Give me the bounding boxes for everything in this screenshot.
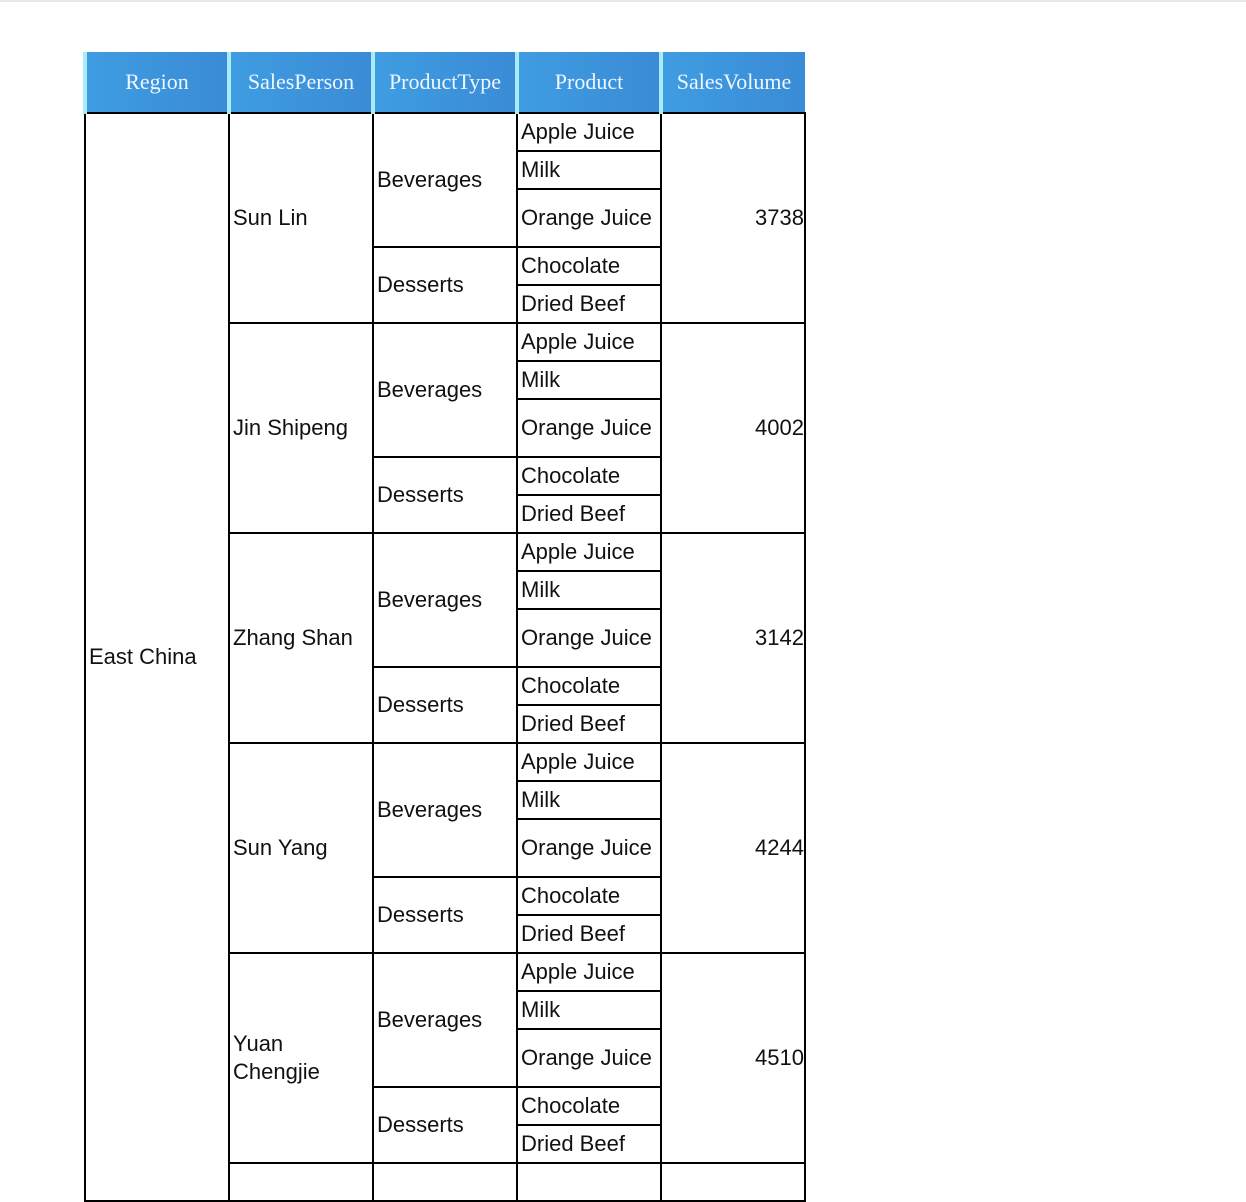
product-type-cell: Desserts xyxy=(373,247,517,323)
header-sales-volume[interactable]: SalesVolume xyxy=(661,52,805,113)
product-cell: Orange Juice xyxy=(517,1029,661,1087)
sales-volume-cell xyxy=(661,1163,805,1201)
product-cell: Dried Beef xyxy=(517,285,661,323)
product-type-cell: Beverages xyxy=(373,533,517,667)
header-product-type[interactable]: ProductType xyxy=(373,52,517,113)
salesperson-cell: Yuan Chengjie xyxy=(229,953,373,1163)
product-cell: Dried Beef xyxy=(517,915,661,953)
product-cell: Milk xyxy=(517,151,661,189)
sales-volume-cell: 4002 xyxy=(661,323,805,533)
sales-volume-cell: 4510 xyxy=(661,953,805,1163)
product-cell: Apple Juice xyxy=(517,113,661,151)
top-divider xyxy=(0,0,1246,2)
product-cell: Milk xyxy=(517,571,661,609)
salesperson-cell: Sun Yang xyxy=(229,743,373,953)
product-cell: Orange Juice xyxy=(517,399,661,457)
product-cell: Milk xyxy=(517,781,661,819)
product-cell: Chocolate xyxy=(517,877,661,915)
product-cell: Milk xyxy=(517,361,661,399)
product-type-cell: Beverages xyxy=(373,743,517,877)
product-cell: Apple Juice xyxy=(517,953,661,991)
product-cell xyxy=(517,1163,661,1201)
header-product[interactable]: Product xyxy=(517,52,661,113)
product-type-cell: Desserts xyxy=(373,1087,517,1163)
product-cell: Apple Juice xyxy=(517,743,661,781)
product-cell: Orange Juice xyxy=(517,609,661,667)
salesperson-cell: Sun Lin xyxy=(229,113,373,323)
product-cell: Orange Juice xyxy=(517,819,661,877)
product-cell: Chocolate xyxy=(517,667,661,705)
product-cell: Orange Juice xyxy=(517,189,661,247)
product-type-cell: Beverages xyxy=(373,953,517,1087)
product-cell: Dried Beef xyxy=(517,705,661,743)
product-cell: Milk xyxy=(517,991,661,1029)
salesperson-cell: Jin Shipeng xyxy=(229,323,373,533)
salesperson-cell xyxy=(229,1163,373,1201)
product-cell: Dried Beef xyxy=(517,1125,661,1163)
salesperson-cell: Zhang Shan xyxy=(229,533,373,743)
product-cell: Chocolate xyxy=(517,247,661,285)
table-row xyxy=(85,113,805,151)
product-type-cell xyxy=(373,1163,517,1201)
product-cell: Chocolate xyxy=(517,457,661,495)
product-type-cell: Beverages xyxy=(373,113,517,247)
table-header xyxy=(85,52,805,113)
product-cell: Apple Juice xyxy=(517,323,661,361)
header-salesperson[interactable]: SalesPerson xyxy=(229,52,373,113)
header-region[interactable]: Region xyxy=(85,52,229,113)
header-row xyxy=(85,52,805,113)
sales-table-container xyxy=(83,52,806,1202)
sales-volume-cell: 3142 xyxy=(661,533,805,743)
product-type-cell: Desserts xyxy=(373,457,517,533)
product-cell: Dried Beef xyxy=(517,495,661,533)
table-body xyxy=(85,113,805,1201)
product-cell: Apple Juice xyxy=(517,533,661,571)
sales-volume-cell: 3738 xyxy=(661,113,805,323)
sales-volume-cell: 4244 xyxy=(661,743,805,953)
product-type-cell: Desserts xyxy=(373,877,517,953)
product-type-cell: Beverages xyxy=(373,323,517,457)
region-cell: East China xyxy=(85,113,229,1201)
sales-table xyxy=(83,52,806,1202)
product-type-cell: Desserts xyxy=(373,667,517,743)
product-cell: Chocolate xyxy=(517,1087,661,1125)
